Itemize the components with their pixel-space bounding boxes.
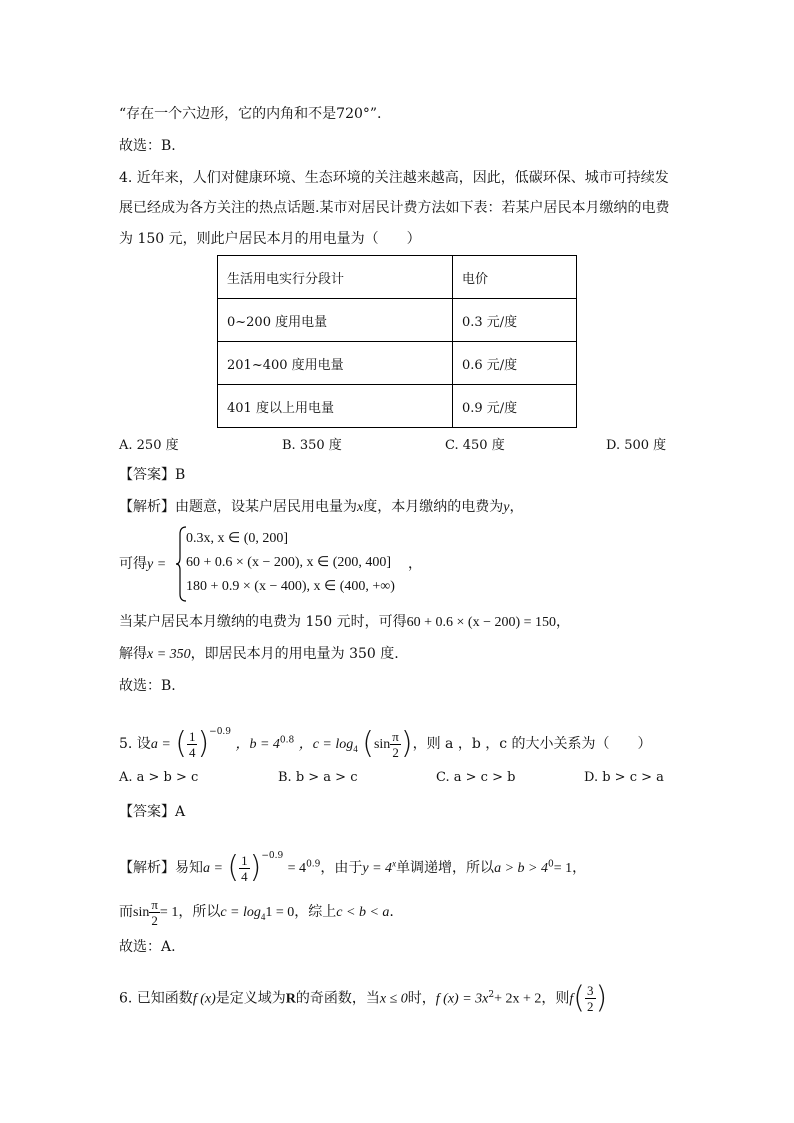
piecewise-lhs: y = (147, 557, 167, 572)
q5-an2-mid2: ，综上 (294, 904, 337, 920)
q6-fx2-end: + 2x + 2 (494, 991, 542, 1007)
log-base: 4 (353, 743, 358, 754)
fraction (390, 729, 401, 760)
fraction-numerator: 1 (241, 852, 248, 868)
fraction-denominator: 2 (392, 744, 399, 760)
piecewise-prefix-text: 可得 (119, 556, 147, 572)
q6-stem (119, 975, 607, 1020)
q5-option-c: C. a > c > b (436, 770, 516, 785)
paren-icon: ( (227, 850, 240, 885)
q5-an2-mid: ，所以 (178, 904, 221, 920)
q4-stem-line2: 展已经成为各方关注的热点话题.某市对居民计费方法如下表：若某户居民本月缴纳的电费 (119, 200, 670, 216)
fraction-denominator: 2 (151, 912, 158, 928)
q4-option-a: A. 250 度 (119, 438, 179, 453)
q5-c: ，c = log (298, 737, 354, 752)
table-cell: 401 度以上用电量 (218, 385, 453, 428)
exponent: x (392, 858, 397, 869)
log-base: 4 (260, 911, 266, 922)
q4-analysis-text: 度，本月缴纳的电费为 (363, 499, 504, 515)
sin-label: sin (133, 905, 150, 920)
table-header-cell: 电价 (453, 256, 577, 299)
q5-prefix: 5. 设 (119, 736, 151, 752)
q5-an2-c-end: 1 = 0 (265, 905, 295, 920)
q4-choice: 故选：B. (119, 678, 176, 694)
q5-option-b: B. b > a > c (278, 770, 358, 785)
exponent: 2 (488, 990, 495, 1000)
table-cell: 201~400 度用电量 (218, 342, 453, 385)
q6-mid1: 是定义域为 (215, 990, 286, 1007)
piecewise-case-3: 180 + 0.9 × (x − 400), x ∈ (400, +∞) (186, 579, 395, 594)
q6-fx: f (x) (192, 991, 216, 1007)
q5-an-mono: 单调递增，所以 (396, 860, 495, 876)
piecewise-prefix (119, 554, 166, 575)
q5-option-d: D. b > c > a (584, 770, 664, 785)
q4-stem-line3: 为 150 元，则此户居民本月的用电量为（ ） (119, 231, 421, 247)
q5-analysis-line2 (119, 894, 394, 935)
q5-an2-result: c < b < a (336, 905, 390, 920)
exponent: 0 (547, 859, 554, 870)
fraction-denominator: 4 (188, 744, 196, 760)
fraction (585, 983, 596, 1014)
sin-label: sin (373, 737, 391, 752)
q5-an2-end: . (389, 904, 394, 920)
q3-choice: 故选：B. (119, 138, 176, 154)
fraction (149, 897, 160, 928)
var-x: x (357, 500, 364, 515)
q5-tail: ，则 a ，b ，c 的大小关系为（ ） (412, 736, 652, 752)
paren-icon: ( (175, 726, 187, 761)
q6-R: R (285, 991, 296, 1007)
piecewise-suffix: ， (408, 556, 422, 572)
q5-analysis-line1 (119, 836, 586, 889)
table-cell: 0.6 元/度 (453, 342, 577, 385)
q5-an-ineq: a > b > 4 (494, 861, 548, 876)
piecewise-case-1: 0.3x, x ∈ (0, 200] (186, 531, 289, 546)
q6-fx2: f (x) = 3x (435, 991, 489, 1007)
q4-eq-math: 60 + 0.6 × (x − 200) = 150 (406, 615, 557, 630)
q6-mid4: ，则 (541, 990, 570, 1007)
paren-icon: ( (362, 726, 374, 761)
q4-stem-line1: 4. 近年来，人们对健康环境、生态环境的关注越来越高，因此，低碳环保、城市可持续发 (119, 170, 669, 186)
price-table (217, 255, 577, 428)
paren-icon: ) (249, 850, 262, 885)
q5-b: ，b = 4 (235, 737, 280, 752)
exponent: 0.8 (279, 735, 295, 746)
fraction-denominator: 2 (587, 999, 594, 1015)
q4-eq-end: ， (556, 614, 571, 630)
exponent: −0.9 (261, 851, 284, 861)
q3-conclusion: “存在一个六边形，它的内角和不是720°”. (119, 106, 382, 122)
q4-analysis-text: 【解析】由题意，设某户居民用电量为 (119, 499, 357, 515)
table-header-row (218, 256, 577, 299)
fraction-numerator: π (151, 896, 158, 912)
table-cell: 0~200 度用电量 (218, 299, 453, 342)
table-row (218, 342, 577, 385)
table-cell: 0.9 元/度 (453, 385, 577, 428)
q4-option-b: B. 350 度 (282, 438, 342, 453)
fraction (239, 853, 250, 884)
q5-an-fn: y = 4 (362, 861, 393, 876)
paren-icon: ) (595, 980, 608, 1016)
paren-icon: ) (197, 726, 210, 761)
exponent: 0.9 (306, 859, 321, 870)
q5-an-eq2: = 4 (287, 861, 307, 876)
q5-a-eq: a = (150, 737, 171, 752)
piecewise-case-2: 60 + 0.6 × (x − 200), x ∈ (200, 400] (186, 555, 392, 570)
q4-solve-math: x = 350 (147, 647, 191, 662)
q5-an-mid: ，由于 (320, 860, 363, 876)
q6-prefix: 6. 已知函数 (119, 990, 193, 1007)
q5-an2-prefix: 而 (119, 904, 133, 920)
q5-an2-c: c = log (220, 905, 261, 920)
exponent: −0.9 (209, 727, 232, 737)
q4-solve-line (119, 644, 399, 665)
q4-analysis-text: ， (509, 499, 524, 515)
q6-mid3: 时， (407, 990, 436, 1007)
fraction-numerator: 1 (188, 728, 196, 744)
q6-f-label: f (569, 991, 574, 1007)
paren-icon: ) (400, 726, 413, 761)
table-cell: 0.3 元/度 (453, 299, 577, 342)
fraction-numerator: π (392, 728, 399, 744)
var-y: y (503, 500, 510, 515)
q5-an-prefix: 【解析】易知 (119, 860, 203, 876)
table-header-cell: 生活用电实行分段计 (218, 256, 453, 299)
paren-icon: ( (573, 980, 586, 1016)
q4-option-c: C. 450 度 (445, 438, 505, 453)
q4-equation-line (119, 612, 570, 633)
q5-choice: 故选：A. (119, 939, 176, 955)
q5-an-ineq-end: = 1， (553, 861, 587, 876)
q5-option-a: A. a > b > c (119, 770, 199, 785)
q4-eq-text: 当某户居民本月缴纳的电费为 150 元时，可得 (119, 614, 407, 630)
fraction-denominator: 4 (241, 868, 248, 884)
q4-answer: 【答案】B (119, 467, 186, 483)
fraction (187, 729, 198, 760)
q5-answer: 【答案】A (119, 804, 186, 820)
q5-an2-eq: = 1 (159, 905, 179, 920)
q4-analysis-line1 (119, 497, 523, 518)
q5-stem (119, 712, 652, 769)
q4-solve-text: 解得 (119, 646, 147, 662)
table-row (218, 385, 577, 428)
q5-an-a: a = (203, 861, 223, 876)
fraction-numerator: 3 (587, 983, 594, 999)
table-row (218, 299, 577, 342)
q4-option-d: D. 500 度 (606, 438, 667, 453)
q6-mid2: 的奇函数，当 (295, 990, 380, 1007)
q6-cond: x ≤ 0 (379, 991, 408, 1007)
q4-solve-text: ，即居民本月的用电量为 350 度. (190, 646, 399, 662)
